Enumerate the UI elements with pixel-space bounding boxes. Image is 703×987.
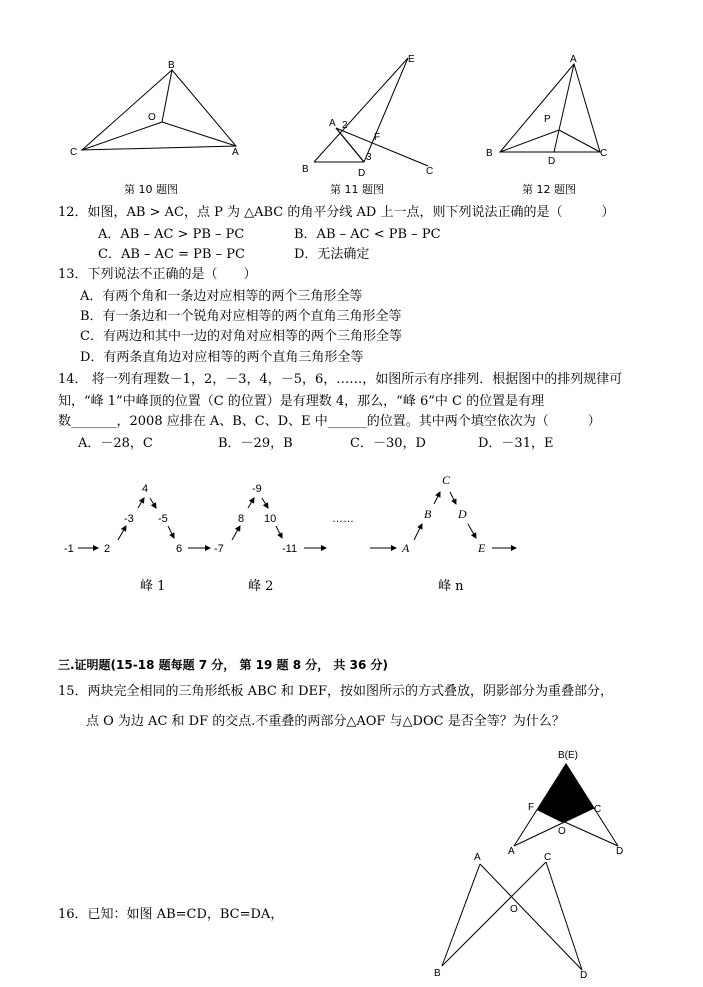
fig16-label-a: A [474, 852, 481, 863]
section-3-heading: 三.证明题(15-18 题每题 7 分， 第 19 题 8 分， 共 36 分) [58, 658, 388, 672]
peakn-label-a: A [402, 541, 410, 555]
peak2-caption: 峰 2 [248, 579, 274, 594]
peak1-value-f: 6 [176, 543, 183, 555]
q12-option-c: C．AB – AC = PB – PC [98, 247, 245, 262]
peak1-value-d: 4 [142, 483, 149, 495]
peakn-caption: 峰 n [438, 579, 464, 594]
fig10-label-b: B [168, 60, 175, 71]
fig12-label-b: B [486, 148, 493, 159]
fig16-label-o: O [510, 904, 518, 915]
peak1-value-c: -3 [124, 513, 134, 525]
q16-stem: 16．已知：如图 AB=CD，BC=DA， [58, 907, 284, 922]
q12-option-d: D．无法确定 [294, 247, 370, 262]
peak2-value-d: 10 [264, 513, 277, 525]
fig16-label-d: D [580, 970, 588, 981]
q14-option-d: D．－31，E [478, 436, 554, 451]
q14-option-c: C．－30，D [350, 436, 426, 451]
peak2-value-c: -9 [252, 483, 262, 495]
peak2-value-a: -7 [214, 543, 224, 555]
q14-line-2: 知，“峰 1”中峰顶的位置（C 的位置）是有理数 4，那么，“峰 6”中 C 的位置是有理 [58, 394, 545, 409]
figure-10 [66, 58, 256, 168]
peakn-label-b: B [424, 507, 432, 521]
fig16-label-b: B [434, 968, 441, 979]
fig10-label-a: A [232, 147, 239, 158]
figure-16 [430, 846, 595, 981]
peak2-value-b: 8 [238, 513, 245, 525]
peak1-caption: 峰 1 [140, 579, 166, 594]
fig16-label-c: C [544, 852, 552, 863]
fig11-label-d: D [358, 168, 366, 179]
fig11-label-a: A [329, 118, 336, 129]
peakn-label-d: D [458, 507, 467, 521]
peak1-value-e: -5 [158, 513, 168, 525]
figure-12-caption: 第 12 题图 [522, 183, 576, 196]
peakn-label-c: C [442, 473, 451, 487]
q14-option-a: A．－28，C [78, 436, 153, 451]
peak1-value-a: -1 [64, 543, 74, 555]
q15-line-1: 15．两块完全相同的三角形纸板 ABC 和 DEF，按如图所示的方式叠放，阴影部分为重叠部分， [58, 684, 614, 699]
peaks-ellipsis: …… [332, 513, 354, 525]
fig11-label-e: E [408, 54, 415, 65]
fig11-label-c: C [426, 166, 434, 177]
figure-15 [500, 746, 635, 861]
fig15-label-c: C [594, 804, 602, 815]
fig10-label-o: O [148, 112, 156, 123]
fig11-label-2: 2 [342, 120, 348, 131]
q13-option-a: A．有两个角和一条边对应相等的两个三角形全等 [80, 289, 363, 304]
fig15-label-a: A [508, 846, 515, 857]
q14-line-1: 14． 将一列有理数－1，2，－3，4，－5，6，……，如图所示有序排列．根据图中的排列规律可 [58, 372, 623, 387]
fig15-label-f: F [528, 802, 535, 813]
q15-line-2: 点 O 为边 AC 和 DF 的交点.不重叠的两部分△AOF 与△DOC 是否全等？为什么？ [86, 714, 565, 729]
q13-stem: 13．下列说法不正确的是（ ） [58, 267, 257, 282]
q13-option-b: B．有一条边和一个锐角对应相等的两个直角三角形全等 [80, 309, 402, 324]
figure-11 [296, 50, 446, 180]
figure-11-caption: 第 11 题图 [330, 183, 384, 196]
fig11-label-3: 3 [366, 152, 372, 163]
q12-option-b: B．AB – AC < PB – PC [294, 227, 441, 242]
peaks-diagram [60, 466, 530, 566]
peak2-value-e: -11 [282, 543, 298, 555]
peakn-label-e: E [478, 541, 486, 555]
fig15-label-be: B(E) [558, 750, 578, 761]
fig11-label-b: B [302, 164, 309, 175]
peak1-value-b: 2 [104, 543, 111, 555]
q14-option-b: B．－29，B [218, 436, 293, 451]
fig15-label-o: O [558, 826, 566, 837]
fig12-label-a: A [570, 54, 577, 65]
q12-stem: 12．如图，AB > AC，点 P 为 △ABC 的角平分线 AD 上一点，则下列说法正确的是（ ） [58, 205, 615, 220]
q13-option-d: D．有两条直角边对应相等的两个直角三角形全等 [80, 350, 364, 365]
fig12-label-p: P [544, 114, 551, 125]
fig12-label-c: C [600, 148, 608, 159]
q13-option-c: C．有两边和其中一边的对角对应相等的两个三角形全等 [80, 329, 402, 344]
q14-line-3: 数_______，2008 应排在 A、B、C、D、E 中______的位置。其中两个填空依次为（ ） [58, 414, 601, 429]
fig12-label-d: D [548, 156, 556, 167]
fig10-label-c: C [70, 147, 78, 158]
fig11-label-f: F [374, 132, 381, 143]
figure-10-caption: 第 10 题图 [124, 183, 178, 196]
fig15-label-d: D [616, 846, 624, 857]
q12-option-a: A．AB – AC > PB – PC [98, 227, 245, 242]
figure-12 [482, 52, 622, 167]
